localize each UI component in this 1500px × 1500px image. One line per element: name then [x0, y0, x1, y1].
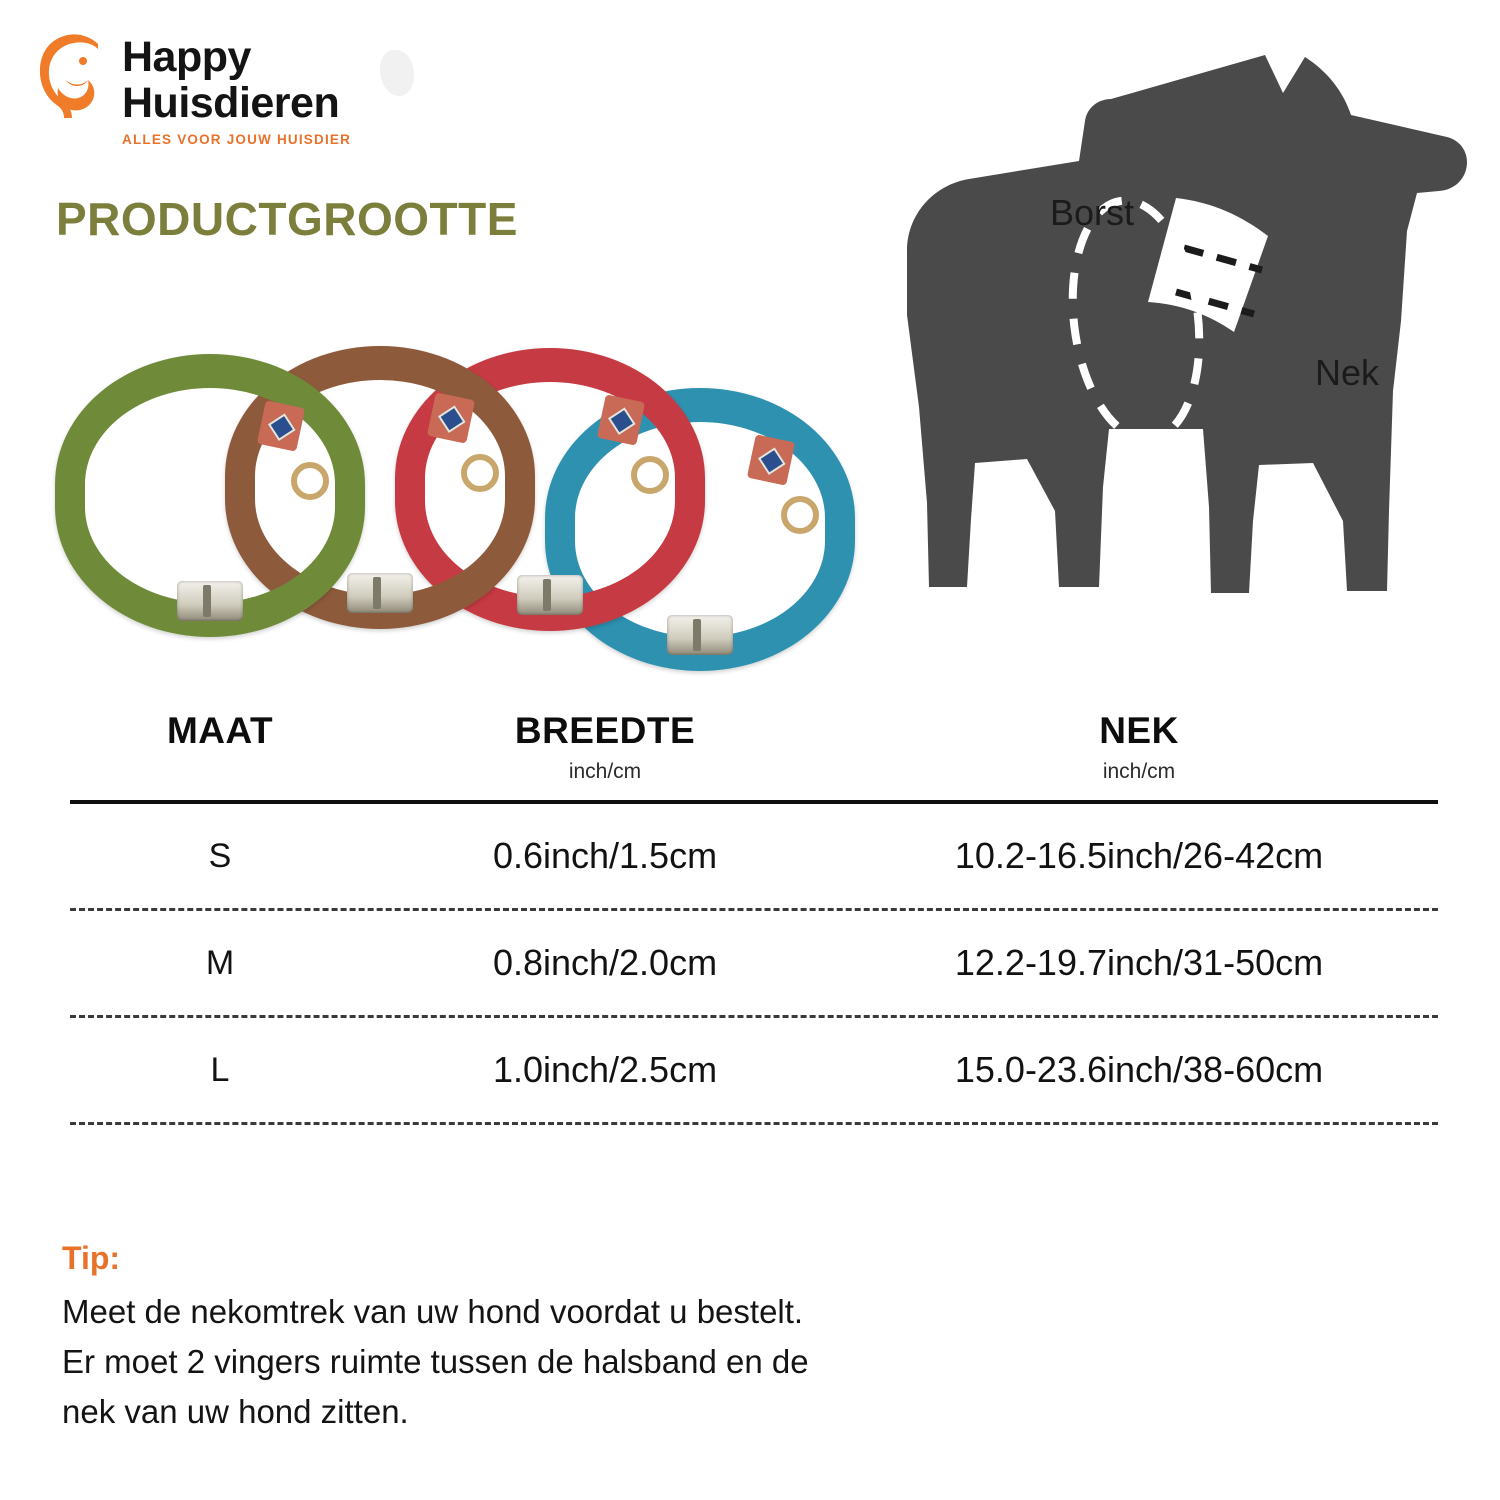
- cell-size: S: [208, 836, 232, 875]
- table-header-row: [70, 710, 1438, 794]
- cell-neck: 12.2-19.7inch/31-50cm: [954, 942, 1324, 983]
- header-neck: NEK: [1099, 710, 1179, 751]
- buckle-icon: [517, 575, 583, 615]
- header-size: MAAT: [166, 710, 274, 751]
- background-artifact: [380, 50, 414, 96]
- dog-collars-photo: [45, 330, 805, 660]
- cell-size: M: [205, 943, 235, 982]
- table-row: [70, 1018, 1438, 1122]
- buckle-icon: [347, 573, 413, 613]
- size-table: [70, 710, 1438, 1125]
- dog-cat-logo-icon: [36, 28, 112, 140]
- brand-logo: [36, 28, 351, 147]
- tip-title: Tip:: [62, 1240, 121, 1276]
- cell-size: L: [210, 1050, 230, 1089]
- tip-block: [62, 1240, 1362, 1437]
- buckle-icon: [177, 581, 243, 621]
- collar-tag-icon: [427, 392, 475, 443]
- header-width: BREEDTE: [514, 710, 696, 751]
- collar-tag-icon: [257, 400, 305, 451]
- table-row: [70, 804, 1438, 908]
- d-ring-icon: [461, 454, 499, 492]
- page-title: PRODUCTGROOTTE: [56, 193, 518, 245]
- cell-width: 1.0inch/2.5cm: [492, 1049, 718, 1090]
- brand-tagline: ALLES VOOR JOUW HUISDIER: [122, 132, 352, 147]
- cell-width: 0.8inch/2.0cm: [492, 942, 718, 983]
- d-ring-icon: [631, 456, 669, 494]
- brand-word-1: Happy: [122, 33, 251, 81]
- collar-tag-icon: [747, 434, 795, 485]
- header-width-unit: inch/cm: [568, 760, 642, 783]
- table-row: [70, 911, 1438, 1015]
- buckle-icon: [667, 615, 733, 655]
- dog-measurement-diagram: [810, 30, 1470, 680]
- collar-olijfgroen: [55, 354, 365, 637]
- tip-line-3: nek van uw hond zitten.: [62, 1393, 409, 1430]
- brand-word-2: Huisdieren: [122, 79, 340, 127]
- d-ring-icon: [781, 496, 819, 534]
- label-neck: Nek: [1315, 352, 1380, 393]
- collar-tag-icon: [597, 394, 645, 445]
- cell-width: 0.6inch/1.5cm: [492, 835, 718, 876]
- table-row-divider: [70, 1122, 1438, 1125]
- cell-neck: 10.2-16.5inch/26-42cm: [954, 835, 1324, 876]
- tip-line-2: Er moet 2 vingers ruimte tussen de halsband en de: [62, 1343, 809, 1380]
- tip-line-1: Meet de nekomtrek van uw hond voordat u bestelt.: [62, 1293, 804, 1330]
- d-ring-icon: [291, 462, 329, 500]
- label-chest: Borst: [1050, 192, 1135, 233]
- header-neck-unit: inch/cm: [1102, 760, 1176, 783]
- cell-neck: 15.0-23.6inch/38-60cm: [954, 1049, 1324, 1090]
